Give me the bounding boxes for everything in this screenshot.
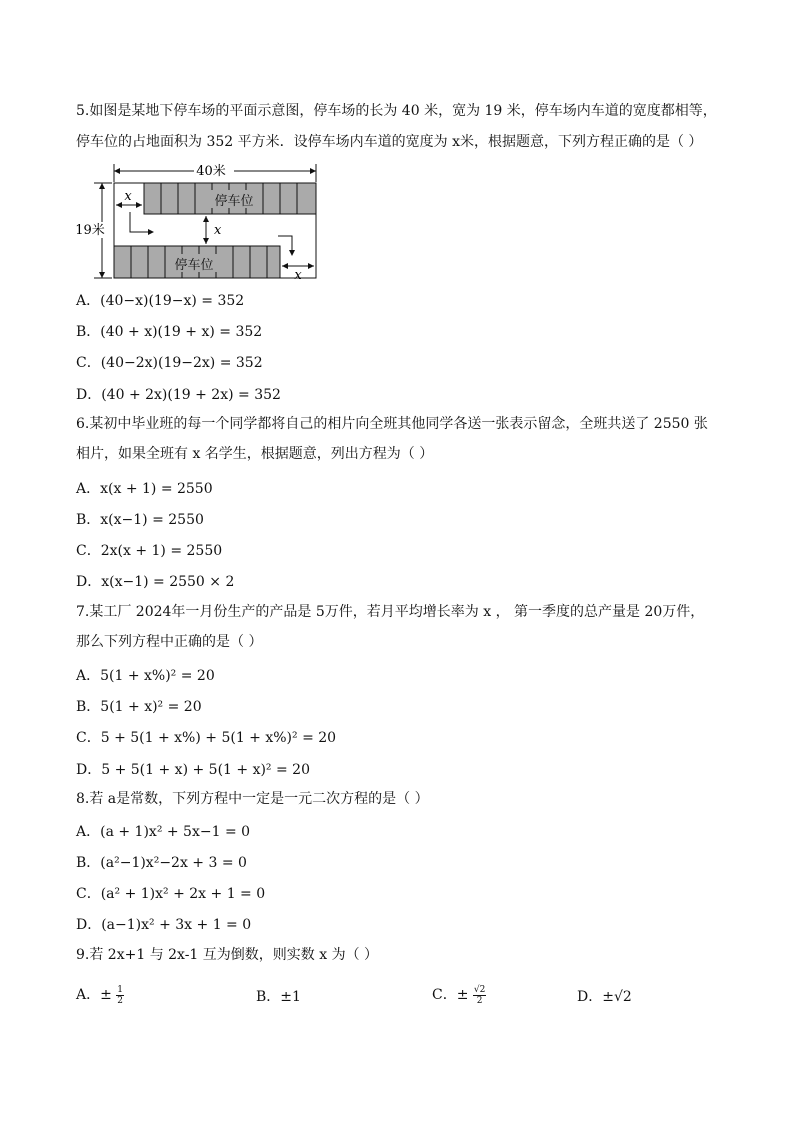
- q9-option-a-numerator: 1: [117, 984, 124, 995]
- parking-slot-label-bottom: 停车位: [174, 258, 214, 273]
- q8-stem-line1: 8.若 a是常数，下列方程中一定是一元二次方程的是（ ）: [76, 791, 429, 807]
- q6-option-d[interactable]: D．x(x−1) = 2550 × 2: [76, 574, 235, 590]
- q7-option-c[interactable]: C．5 + 5(1 + x%) + 5(1 + x%)² = 20: [76, 730, 337, 746]
- q9-stem-line1: 9.若 2x+1 与 2x-1 互为倒数，则实数 x 为（ ）: [76, 947, 379, 963]
- q9-option-c-fraction: [473, 985, 486, 1006]
- q8-option-b[interactable]: B．(a²−1)x²−2x + 3 = 0: [76, 855, 247, 871]
- q6-option-a[interactable]: A．x(x + 1) = 2550: [76, 481, 213, 497]
- q9-option-a-prefix: A．±: [76, 987, 112, 1003]
- q6-stem-line2: 相片，如果全班有 x 名学生，根据题意，列出方程为（ ）: [76, 446, 434, 462]
- q9-option-a-fraction: [116, 985, 124, 1006]
- q5-option-a[interactable]: A．(40−x)(19−x) = 352: [76, 293, 245, 309]
- q9-option-b[interactable]: B．±1: [256, 989, 301, 1005]
- length-label: 40米: [196, 164, 226, 179]
- q7-stem-line1: 7.某工厂 2024年一月份生产的产品是 5万件，若月平均增长率为 x ， 第一季度的总产量是 20万件，: [76, 604, 705, 620]
- x-label-top-left: x: [124, 189, 132, 204]
- q6-stem-line1: 6.某初中毕业班的每一个同学都将自己的相片向全班其他同学各送一张表示留念，全班共送了 2550 张: [76, 416, 708, 432]
- q7-option-d[interactable]: D．5 + 5(1 + x) + 5(1 + x)² = 20: [76, 762, 310, 778]
- q9-option-a[interactable]: [76, 984, 124, 1006]
- parking-lot-figure: [70, 160, 330, 285]
- width-label: 19米: [75, 223, 105, 238]
- q8-option-a[interactable]: A．(a + 1)x² + 5x−1 = 0: [76, 824, 251, 840]
- q9-option-c-denominator: 2: [476, 995, 483, 1006]
- parking-slot-label-top: 停车位: [214, 194, 254, 209]
- x-label-middle: x: [214, 223, 222, 238]
- q7-option-b[interactable]: B．5(1 + x)² = 20: [76, 699, 202, 715]
- q5-option-d[interactable]: D．(40 + 2x)(19 + 2x) = 352: [76, 387, 281, 403]
- q9-option-a-denominator: 2: [117, 995, 124, 1006]
- q7-option-a[interactable]: A．5(1 + x%)² = 20: [76, 668, 215, 684]
- q9-option-c-numerator: √2: [473, 984, 486, 995]
- q5-stem-line2: 停车位的占地面积为 352 平方米．设停车场内车道的宽度为 x米，根据题意，下列方程正确的是（ ）: [76, 134, 703, 150]
- q9-option-c-prefix: C．±: [432, 987, 469, 1003]
- q7-stem-line2: 那么下列方程中正确的是（ ）: [76, 634, 263, 650]
- q9-option-d[interactable]: D．±√2: [577, 989, 632, 1005]
- x-label-bottom-right: x: [294, 268, 302, 283]
- q5-stem-line1: 5.如图是某地下停车场的平面示意图，停车场的长为 40 米，宽为 19 米，停车场内车道的宽度都相等，: [76, 103, 717, 119]
- q6-option-b[interactable]: B．x(x−1) = 2550: [76, 512, 204, 528]
- q5-option-c[interactable]: C．(40−2x)(19−2x) = 352: [76, 355, 263, 371]
- q8-option-c[interactable]: C．(a² + 1)x² + 2x + 1 = 0: [76, 886, 266, 902]
- q6-option-c[interactable]: C．2x(x + 1) = 2550: [76, 543, 223, 559]
- q9-option-c[interactable]: [432, 984, 486, 1006]
- q5-option-b[interactable]: B．(40 + x)(19 + x) = 352: [76, 324, 263, 340]
- q8-option-d[interactable]: D．(a−1)x² + 3x + 1 = 0: [76, 917, 252, 933]
